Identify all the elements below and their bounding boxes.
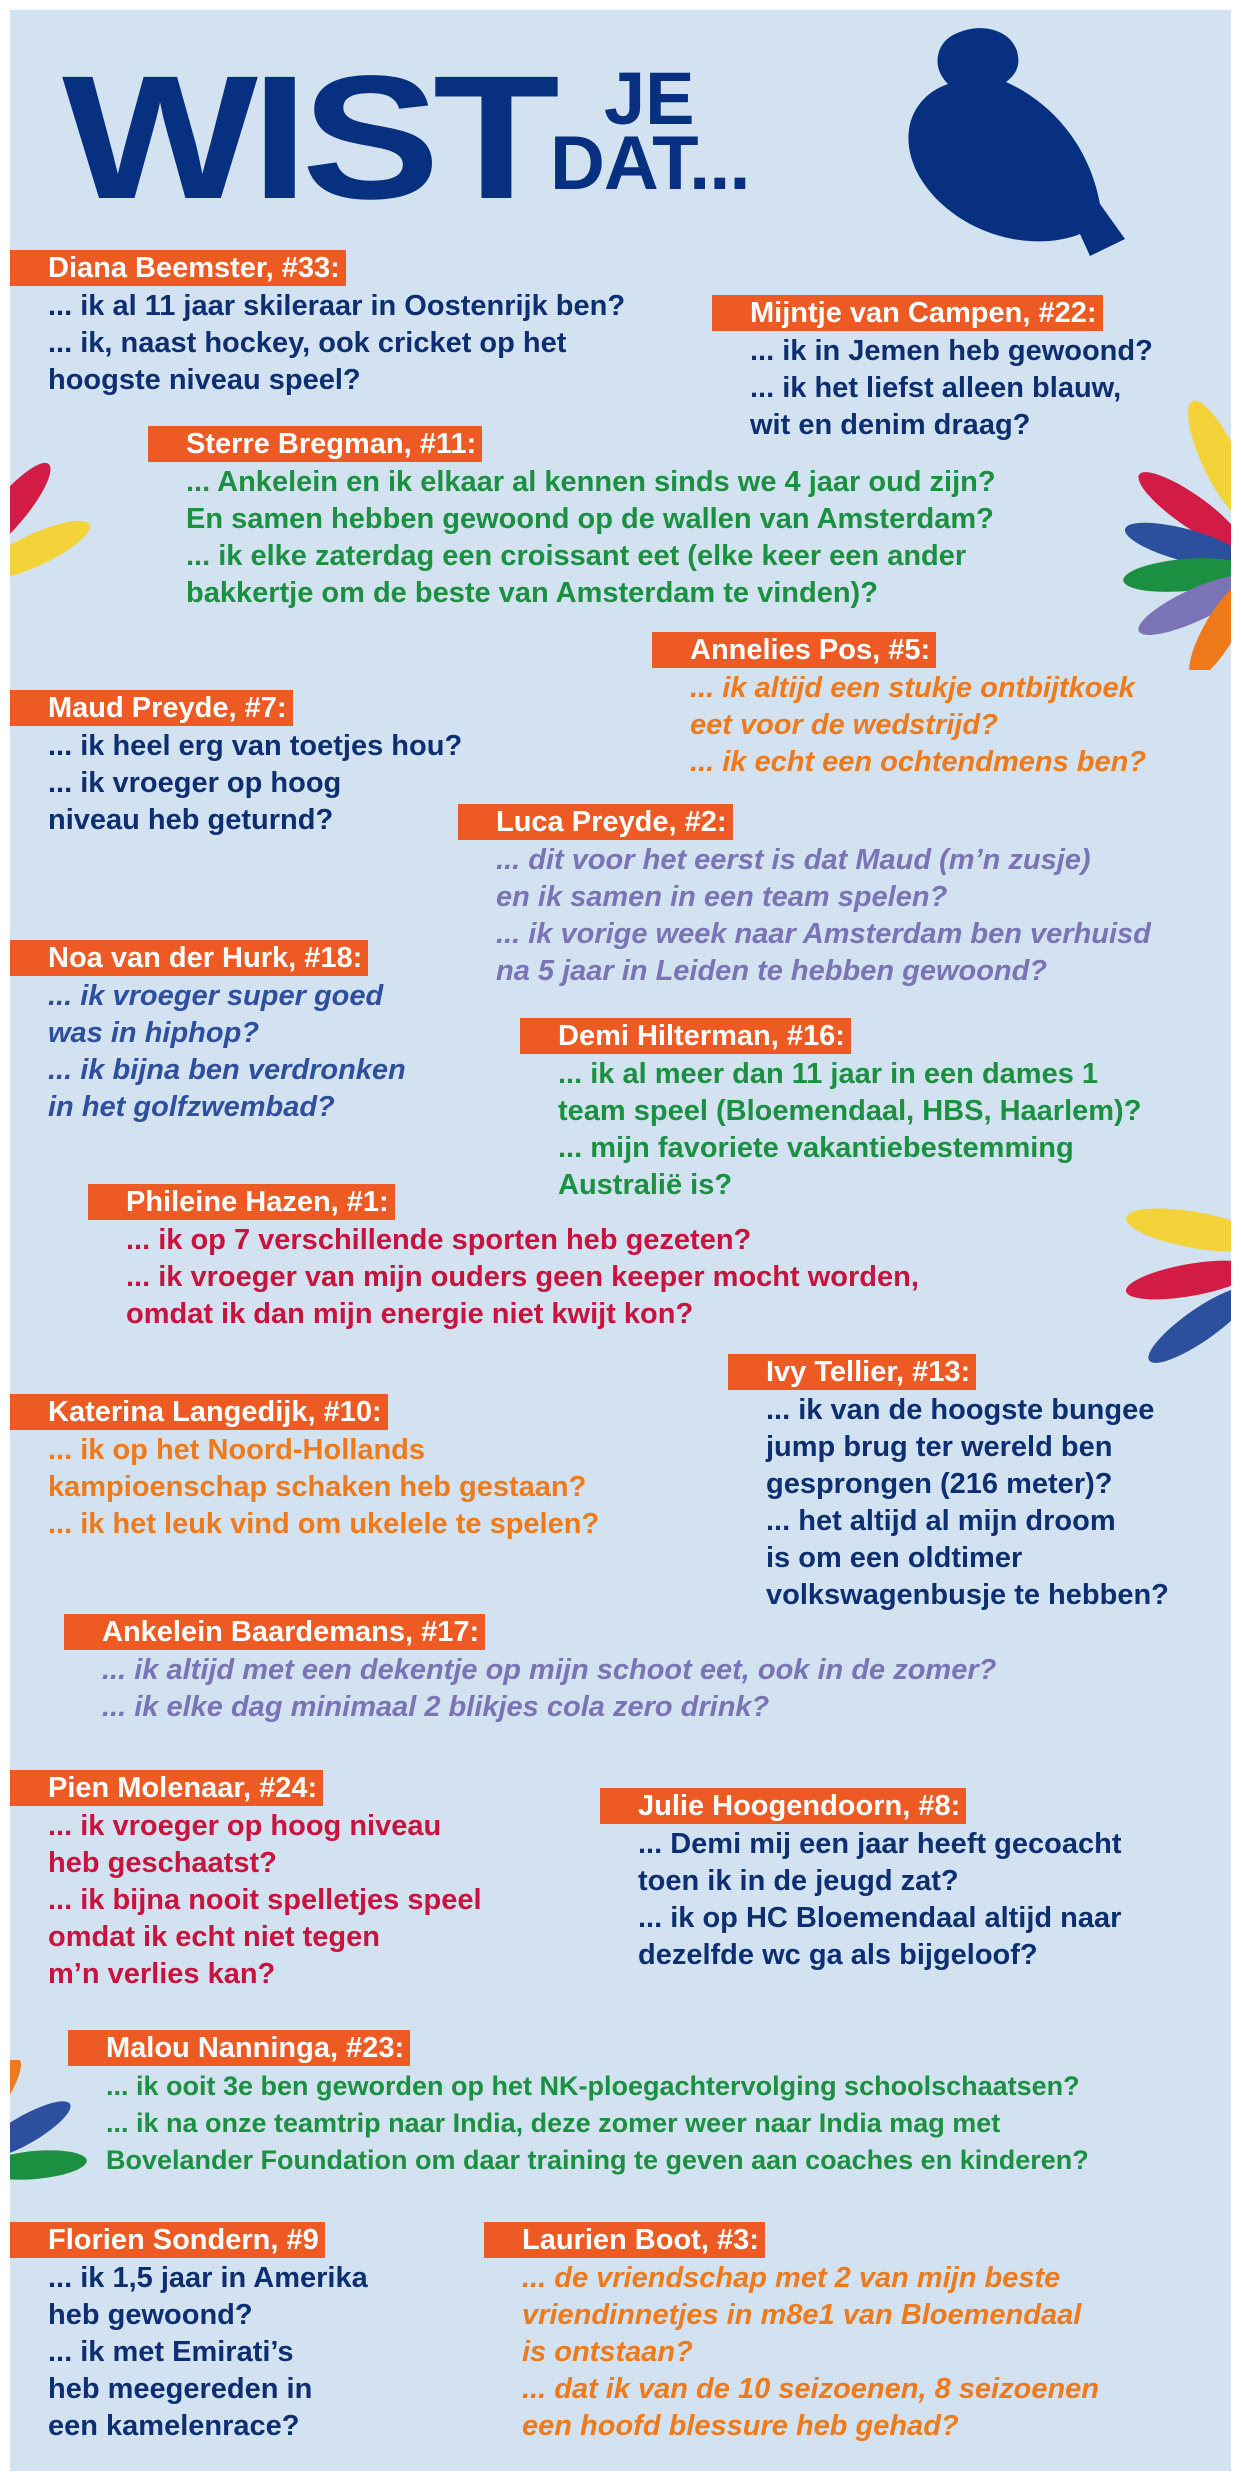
fact-line: ... ik 1,5 jaar in Amerika <box>48 2262 368 2294</box>
fact-line: vriendinnetjes in m8e1 van Bloemendaal <box>522 2299 1082 2331</box>
fact-line: gesprongen (216 meter)? <box>766 1468 1113 1500</box>
fact-line: En samen hebben gewoond op de wallen van Amsterdam? <box>186 503 994 535</box>
player-name: Malou Nanninga, #23: <box>68 2030 410 2066</box>
fact-line: Bovelander Foundation om daar training te geven aan coaches en kinderen? <box>106 2145 1089 2175</box>
poster <box>10 10 1231 2471</box>
fact-line: ... de vriendschap met 2 van mijn beste <box>522 2262 1061 2294</box>
fact-line: ... ik altijd met een dekentje op mijn schoot eet, ook in de zomer? <box>102 1654 997 1686</box>
player-name: Luca Preyde, #2: <box>458 804 733 840</box>
fact-line: ... ik het liefst alleen blauw, <box>750 372 1122 404</box>
fact-line: in het golfzwembad? <box>48 1091 335 1123</box>
fact-line: heb gewoond? <box>48 2299 253 2331</box>
fact-line: ... mijn favoriete vakantiebestemming <box>558 1132 1074 1164</box>
title-je: JE <box>604 57 695 140</box>
fact-line: ... dat ik van de 10 seizoenen, 8 seizoenen <box>522 2373 1099 2405</box>
fact-line: ... ik heel erg van toetjes hou? <box>48 730 463 762</box>
fact-line: ... ik altijd een stukje ontbijtkoek <box>690 672 1135 704</box>
fact-line: ... ik op 7 verschillende sporten heb gezeten? <box>126 1224 752 1256</box>
fact-line: ... ik na onze teamtrip naar India, deze zomer weer naar India mag met <box>106 2108 1001 2138</box>
title-wist: WIST <box>62 40 553 236</box>
fact-line: een hoofd blessure heb gehad? <box>522 2410 959 2442</box>
fact-line: ... Demi mij een jaar heeft gecoacht <box>638 1828 1122 1860</box>
player-card-laurien-boot <box>484 2222 1099 2445</box>
player-card-ankelein-baardemans <box>64 1614 996 1726</box>
fact-line: ... ik vroeger op hoog <box>48 767 342 799</box>
fact-line: is ontstaan? <box>522 2336 693 2368</box>
player-name: Julie Hoogendoorn, #8: <box>600 1788 966 1824</box>
fact-line: niveau heb geturnd? <box>48 804 334 836</box>
player-name: Katerina Langedijk, #10: <box>10 1394 388 1430</box>
fact-line: ... ik ooit 3e ben geworden op het NK-ploegachtervolging schoolschaatsen? <box>106 2071 1080 2101</box>
player-name: Demi Hilterman, #16: <box>520 1018 851 1054</box>
player-card-luca-preyde <box>458 804 1151 990</box>
player-card-annelies-pos <box>652 632 1146 781</box>
fact-line: dezelfde wc ga als bijgeloof? <box>638 1939 1038 1971</box>
player-card-malou-nanninga <box>68 2030 1089 2179</box>
player-name: Laurien Boot, #3: <box>484 2222 765 2258</box>
player-name: Sterre Bregman, #11: <box>148 426 482 462</box>
fact-line: ... ik al meer dan 11 jaar in een dames 1 <box>558 1058 1099 1090</box>
fact-line: bakkertje om de beste van Amsterdam te vinden)? <box>186 577 878 609</box>
player-card-phileine-hazen <box>88 1184 919 1333</box>
player-name: Noa van der Hurk, #18: <box>10 940 368 976</box>
fact-line: toen ik in de jeugd zat? <box>638 1865 959 1897</box>
title-dat: DAT... <box>550 121 750 206</box>
fact-line: wit en denim draag? <box>750 409 1031 441</box>
fact-line: ... het altijd al mijn droom <box>766 1505 1116 1537</box>
fact-line: m’n verlies kan? <box>48 1958 276 1990</box>
fact-line: ... ik op HC Bloemendaal altijd naar <box>638 1902 1122 1934</box>
fact-line: ... ik in Jemen heb gewoond? <box>750 335 1153 367</box>
fact-line: volkswagenbusje te hebben? <box>766 1579 1169 1611</box>
fact-line: ... ik het leuk vind om ukelele te spelen? <box>48 1508 600 1540</box>
player-name: Maud Preyde, #7: <box>10 690 293 726</box>
player-card-florien-sondern <box>10 2222 368 2445</box>
player-name: Ivy Tellier, #13: <box>728 1354 976 1390</box>
fact-line: ... ik al 11 jaar skileraar in Oostenrijk ben? <box>48 290 626 322</box>
petal-flower-icon <box>1110 1190 1231 1370</box>
fact-line: na 5 jaar in Leiden te hebben gewoond? <box>496 955 1048 987</box>
fact-line: kampioenschap schaken heb gestaan? <box>48 1471 587 1503</box>
fact-line: team speel (Bloemendaal, HBS, Haarlem)? <box>558 1095 1142 1127</box>
fact-line: was in hiphop? <box>48 1017 260 1049</box>
petal-flower-icon <box>10 440 100 630</box>
fact-line: ... ik bijna ben verdronken <box>48 1054 406 1086</box>
fact-line: ... ik elke zaterdag een croissant eet (elke keer een ander <box>186 540 967 572</box>
player-card-pien-molenaar <box>10 1770 482 1993</box>
fact-line: is om een oldtimer <box>766 1542 1023 1574</box>
player-card-noa-van-der-hurk <box>10 940 406 1126</box>
fact-line: ... ik, naast hockey, ook cricket op het <box>48 327 567 359</box>
player-name: Mijntje van Campen, #22: <box>712 295 1103 331</box>
fact-line: ... ik bijna nooit spelletjes speel <box>48 1884 482 1916</box>
fact-line: ... ik vroeger van mijn ouders geen keeper mocht worden, <box>126 1261 919 1293</box>
player-card-sterre-bregman <box>148 426 996 612</box>
player-name: Florien Sondern, #9 <box>10 2222 325 2258</box>
player-name: Ankelein Baardemans, #17: <box>64 1614 485 1650</box>
player-card-demi-hilterman <box>520 1018 1141 1204</box>
fact-line: jump brug ter wereld ben <box>766 1431 1113 1463</box>
fact-line: ... ik op het Noord-Hollands <box>48 1434 425 1466</box>
player-name: Annelies Pos, #5: <box>652 632 936 668</box>
player-card-maud-preyde <box>10 690 462 839</box>
player-name: Pien Molenaar, #24: <box>10 1770 323 1806</box>
fact-line: hoogste niveau speel? <box>48 364 361 396</box>
fact-line: Australië is? <box>558 1169 733 1201</box>
fact-line: ... ik echt een ochtendmens ben? <box>690 746 1147 778</box>
player-card-katerina-langedijk <box>10 1394 599 1543</box>
fact-line: omdat ik echt niet tegen <box>48 1921 380 1953</box>
fact-line: ... ik vroeger super goed <box>48 980 384 1012</box>
fact-line: ... ik vroeger op hoog niveau <box>48 1810 442 1842</box>
player-card-julie-hoogendoorn <box>600 1788 1122 1974</box>
fact-line: ... ik elke dag minimaal 2 blikjes cola zero drink? <box>102 1691 770 1723</box>
fact-line: ... dit voor het eerst is dat Maud (m’n zusje) <box>496 844 1091 876</box>
fact-line: heb geschaatst? <box>48 1847 277 1879</box>
fact-line: en ik samen in een team spelen? <box>496 881 948 913</box>
fact-line: omdat ik dan mijn energie niet kwijt kon? <box>126 1298 694 1330</box>
fact-line: een kamelenrace? <box>48 2410 300 2442</box>
fact-line: ... ik vorige week naar Amsterdam ben verhuisd <box>496 918 1151 950</box>
fact-line: eet voor de wedstrijd? <box>690 709 998 741</box>
fact-line: heb meegereden in <box>48 2373 313 2405</box>
player-card-mijntje-van-campen <box>712 295 1153 444</box>
player-card-ivy-tellier <box>728 1354 1169 1614</box>
fact-line: ... Ankelein en ik elkaar al kennen sinds we 4 jaar oud zijn? <box>186 466 996 498</box>
player-name: Phileine Hazen, #1: <box>88 1184 395 1220</box>
player-card-diana-beemster <box>10 250 625 399</box>
fact-line: ... ik met Emirati’s <box>48 2336 294 2368</box>
bird-logo-icon <box>890 24 1130 274</box>
fact-line: ... ik van de hoogste bungee <box>766 1394 1155 1426</box>
player-name: Diana Beemster, #33: <box>10 250 346 286</box>
